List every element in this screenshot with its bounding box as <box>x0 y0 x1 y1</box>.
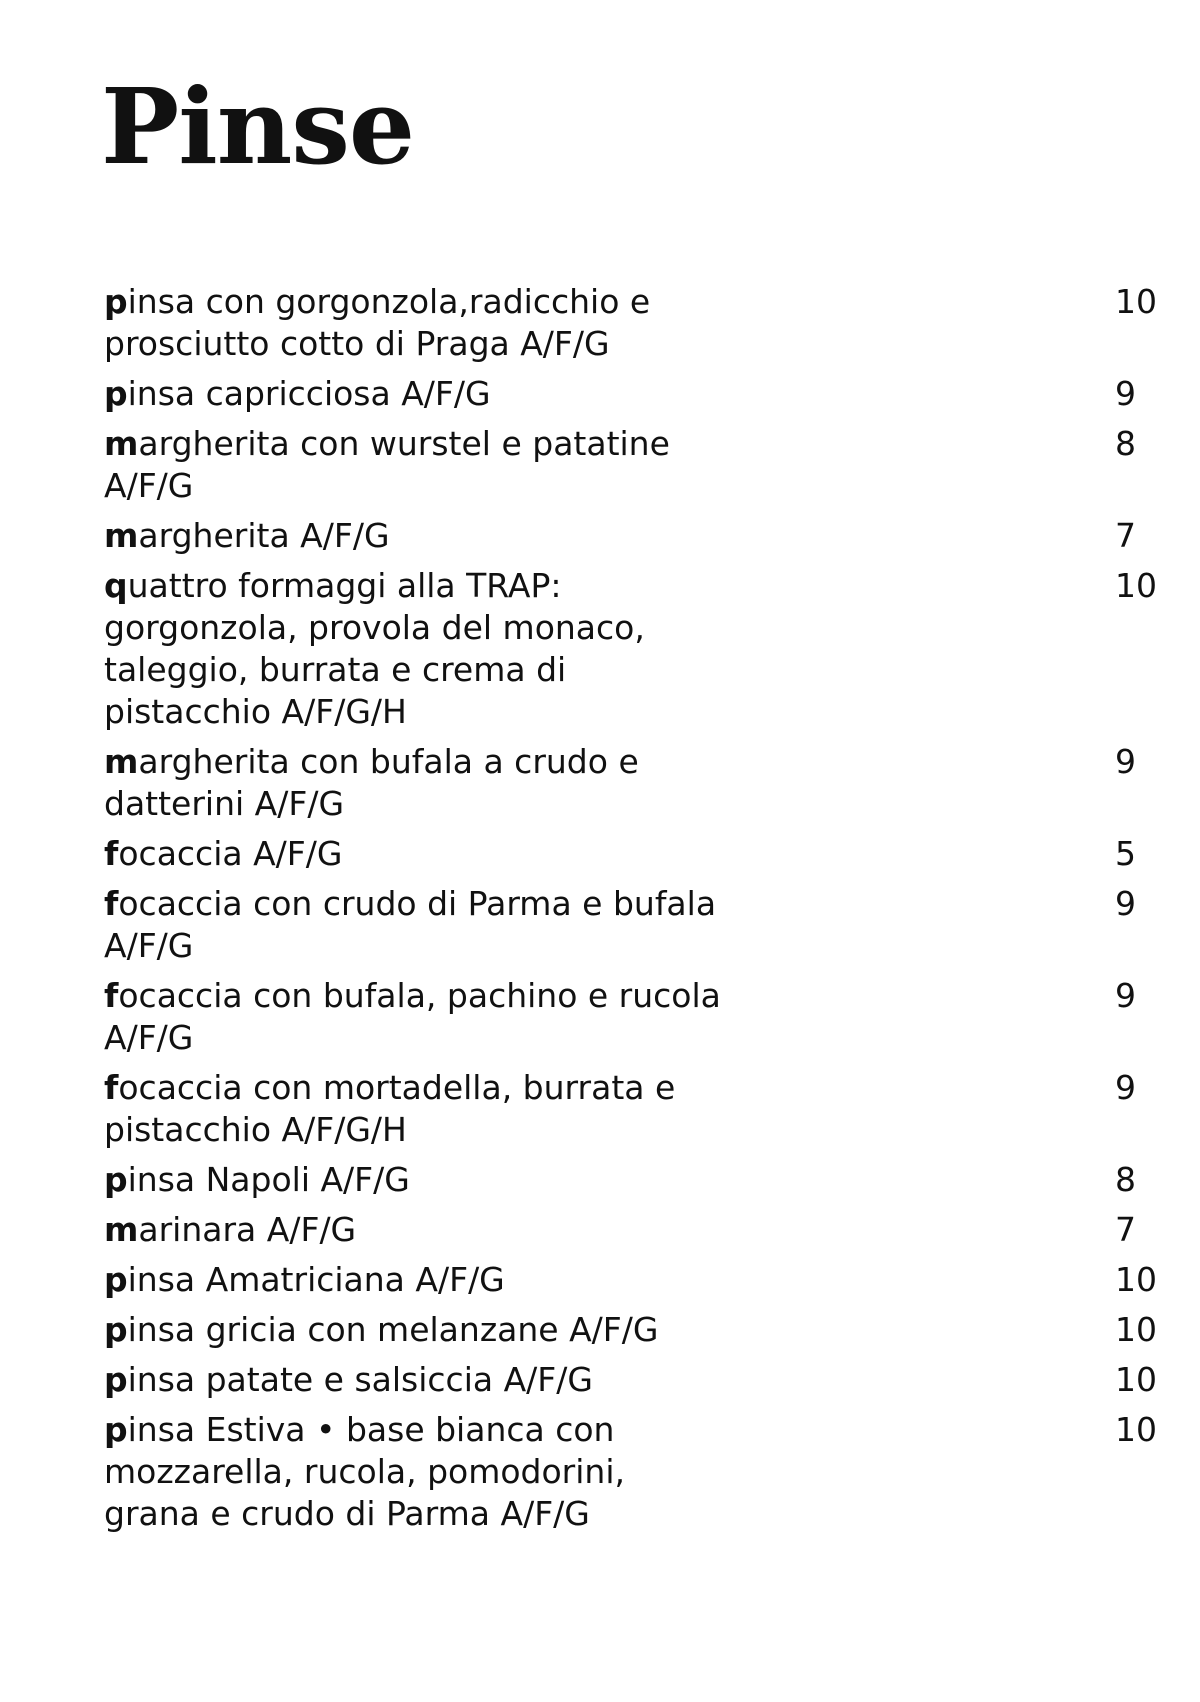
item-initial: p <box>104 1160 128 1199</box>
item-description <box>104 1309 724 1351</box>
item-description <box>104 1159 724 1201</box>
item-price: 8 <box>1115 424 1136 463</box>
item-text: insa con gorgonzola,radicchio e prosciutto cotto di Praga A/F/G <box>104 282 651 363</box>
item-description <box>104 281 724 365</box>
item-price: 9 <box>1115 374 1136 413</box>
item-description <box>104 883 724 967</box>
menu-item <box>104 1067 1184 1151</box>
item-initial: f <box>104 976 119 1015</box>
item-text: ocaccia con bufala, pachino e rucola A/F/G <box>104 976 721 1057</box>
menu-item <box>104 975 1184 1059</box>
item-initial: m <box>104 1210 139 1249</box>
item-text: ocaccia A/F/G <box>118 834 343 873</box>
item-initial: p <box>104 1260 128 1299</box>
menu-item <box>104 833 1184 875</box>
menu-item <box>104 1309 1184 1351</box>
item-text: arinara A/F/G <box>138 1210 357 1249</box>
item-price: 8 <box>1115 1160 1136 1199</box>
item-description <box>104 373 724 415</box>
item-text: insa capricciosa A/F/G <box>127 374 491 413</box>
item-text: insa Estiva • base bianca con mozzarella, rucola, pomodorini, grana e crudo di Parma A/F/G <box>104 1410 625 1533</box>
item-description <box>104 1409 724 1535</box>
menu-item <box>104 1409 1184 1535</box>
menu-item <box>104 565 1184 733</box>
item-text: argherita con bufala a crudo e datterini A/F/G <box>104 742 639 823</box>
menu-item <box>104 423 1184 507</box>
item-description <box>104 833 724 875</box>
menu-item <box>104 1159 1184 1201</box>
item-initial: f <box>104 884 119 923</box>
item-initial: m <box>104 424 139 463</box>
page-title: Pinse <box>101 65 415 188</box>
item-price: 10 <box>1115 1260 1157 1299</box>
item-initial: p <box>104 1310 128 1349</box>
item-price: 7 <box>1115 516 1136 555</box>
item-price: 9 <box>1115 1068 1136 1107</box>
item-price: 9 <box>1115 884 1136 923</box>
item-price: 10 <box>1115 566 1157 605</box>
item-price: 9 <box>1115 742 1136 781</box>
menu-item <box>104 515 1184 557</box>
menu-list <box>104 281 1184 1543</box>
item-price: 10 <box>1115 1310 1157 1349</box>
item-price: 10 <box>1115 282 1157 321</box>
item-price: 10 <box>1115 1410 1157 1449</box>
item-text: insa Amatriciana A/F/G <box>127 1260 505 1299</box>
item-initial: f <box>104 1068 119 1107</box>
item-description <box>104 515 724 557</box>
item-price: 9 <box>1115 976 1136 1015</box>
item-text: insa patate e salsiccia A/F/G <box>127 1360 593 1399</box>
menu-item <box>104 883 1184 967</box>
item-initial: f <box>104 834 119 873</box>
menu-item <box>104 373 1184 415</box>
menu-item <box>104 1359 1184 1401</box>
menu-item <box>104 1209 1184 1251</box>
item-initial: p <box>104 374 128 413</box>
item-description <box>104 565 724 733</box>
menu-item <box>104 281 1184 365</box>
item-price: 10 <box>1115 1360 1157 1399</box>
item-initial: m <box>104 516 139 555</box>
item-description <box>104 423 724 507</box>
item-text: ocaccia con mortadella, burrata e pistacchio A/F/G/H <box>104 1068 676 1149</box>
item-text: ocaccia con crudo di Parma e bufala A/F/G <box>104 884 717 965</box>
item-description <box>104 741 724 825</box>
item-text: insa Napoli A/F/G <box>127 1160 410 1199</box>
item-description <box>104 1067 724 1151</box>
item-description <box>104 1259 724 1301</box>
item-description <box>104 1359 724 1401</box>
item-initial: p <box>104 1410 128 1449</box>
item-initial: p <box>104 282 128 321</box>
item-description <box>104 1209 724 1251</box>
item-price: 5 <box>1115 834 1136 873</box>
item-description <box>104 975 724 1059</box>
item-initial: p <box>104 1360 128 1399</box>
item-text: insa gricia con melanzane A/F/G <box>127 1310 659 1349</box>
menu-item <box>104 741 1184 825</box>
item-initial: m <box>104 742 139 781</box>
menu-item <box>104 1259 1184 1301</box>
item-price: 7 <box>1115 1210 1136 1249</box>
item-text: uattro formaggi alla TRAP: gorgonzola, provola del monaco, taleggio, burrata e crema di pistacchio A/F/G/H <box>104 566 645 731</box>
item-text: argherita A/F/G <box>138 516 390 555</box>
item-initial: q <box>104 566 128 605</box>
item-text: argherita con wurstel e patatine A/F/G <box>104 424 670 505</box>
